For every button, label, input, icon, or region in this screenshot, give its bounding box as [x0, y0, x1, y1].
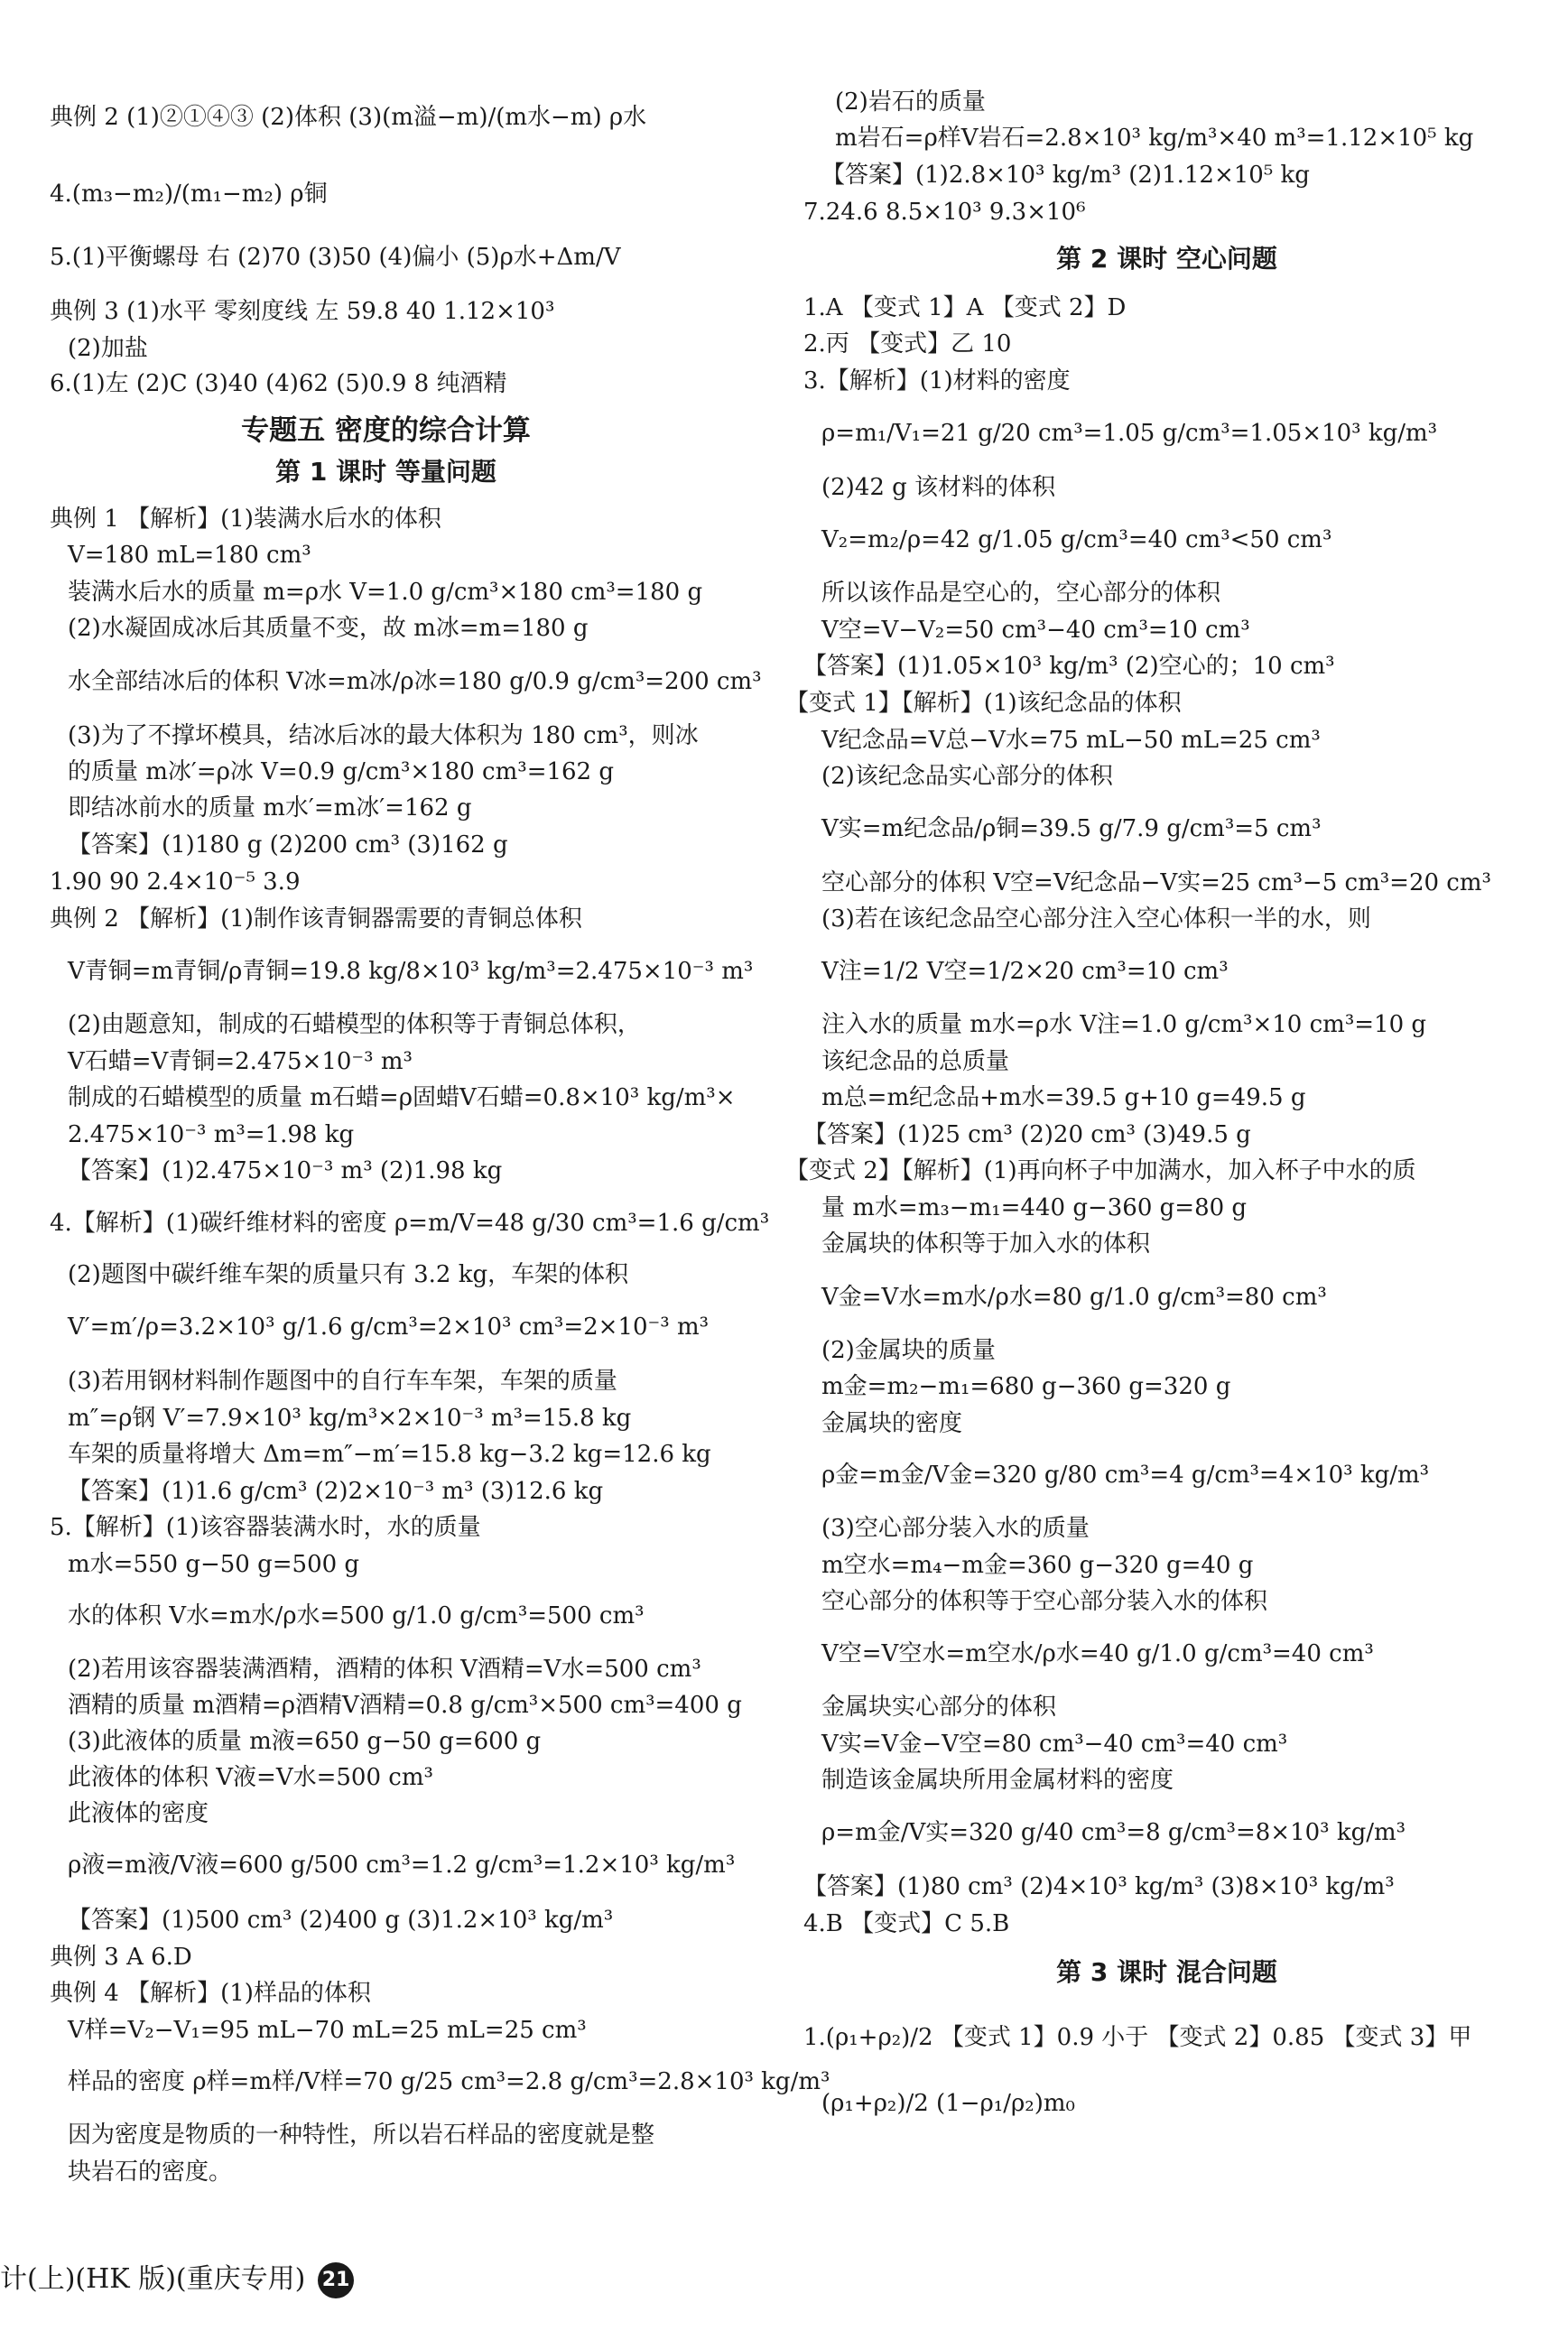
left-line-31: 【答案】(1)1.6 g/cm³ (2)2×10⁻³ m³ (3)12.6 kg — [68, 1478, 604, 1505]
left-line-18: 典例 2 【解析】(1)制作该青铜器需要的青铜总体积 — [50, 905, 582, 933]
right-line-21: 注入水的质量 m水=ρ水 V注=1.0 g/cm³×10 cm³=10 g — [821, 1011, 1427, 1038]
right-line-27: 金属块的体积等于加入水的体积 — [821, 1230, 1151, 1258]
left-line-38: 此液体的体积 V液=V水=500 cm³ — [68, 1764, 433, 1791]
right-line-11: 所以该作品是空心的，空心部分的体积 — [821, 580, 1221, 607]
left-line-28: (3)若用钢材料制作题图中的自行车车架，车架的质量 — [68, 1368, 617, 1395]
left-line-22: 制成的石蜡模型的质量 m石蜡=ρ固蜡V石蜡=0.8×10³ kg/m³× — [68, 1084, 736, 1111]
right-line-12: V空=V−V₂=50 cm³−40 cm³=10 cm³ — [821, 617, 1250, 644]
left-line-30: 车架的质量将增大 Δm=m″−m′=15.8 kg−3.2 kg=12.6 kg — [68, 1441, 711, 1468]
left-line-8: 典例 1 【解析】(1)装满水后水的体积 — [50, 506, 441, 533]
left-line-7: 第 1 课时 等量问题 — [275, 457, 496, 487]
right-line-41: 【答案】(1)80 cm³ (2)4×10³ kg/m³ (3)8×10³ kg/m³ — [803, 1873, 1395, 1900]
left-line-17: 1.90 90 2.4×10⁻⁵ 3.9 — [50, 868, 301, 896]
right-line-38: V实=V金−V空=80 cm³−40 cm³=40 cm³ — [821, 1731, 1288, 1758]
right-line-23: m总=m纪念品+m水=39.5 g+10 g=49.5 g — [821, 1084, 1306, 1111]
left-line-21: V石蜡=V青铜=2.475×10⁻³ m³ — [68, 1048, 413, 1075]
left-line-24: 【答案】(1)2.475×10⁻³ m³ (2)1.98 kg — [68, 1157, 503, 1184]
right-line-25: 【变式 2】【解析】(1)再向杯子中加满水，加入杯子中水的质 — [785, 1157, 1416, 1184]
left-line-3: 典例 3 (1)水平 零刻度线 左 59.8 40 1.12×10³ — [50, 298, 555, 325]
left-line-11: (2)水凝固成冰后其质量不变，故 m冰=m=180 g — [68, 615, 589, 642]
right-line-31: 金属块的密度 — [821, 1410, 963, 1437]
right-line-0: (2)岩石的质量 — [835, 88, 986, 116]
left-line-10: 装满水后水的质量 m=ρ水 V=1.0 g/cm³×180 cm³=180 g — [68, 579, 703, 606]
right-line-20: V注=1/2 V空=1/2×20 cm³=10 cm³ — [821, 958, 1229, 985]
right-line-15: V纪念品=V总−V水=75 mL−50 mL=25 cm³ — [821, 727, 1321, 754]
right-line-6: 2.丙 【变式】乙 10 — [803, 330, 1012, 357]
right-line-42: 4.B 【变式】C 5.B — [803, 1910, 1010, 1937]
right-line-44: 1.(ρ₁+ρ₂)/2 【变式 1】0.9 小于 【变式 2】0.85 【变式 3】甲 — [803, 2024, 1472, 2051]
book-footer: 计(上)(HK 版)(重庆专用) — [0, 2263, 306, 2295]
right-line-43: 第 3 课时 混合问题 — [1056, 1957, 1277, 1987]
left-line-27: V′=m′/ρ=3.2×10³ g/1.6 g/cm³=2×10³ cm³=2×10⁻³ m³ — [68, 1314, 710, 1341]
left-line-9: V=180 mL=180 cm³ — [68, 542, 311, 569]
left-line-36: 酒精的质量 m酒精=ρ酒精V酒精=0.8 g/cm³×500 cm³=400 g — [68, 1692, 742, 1719]
left-line-12: 水全部结冰后的体积 V冰=m冰/ρ冰=180 g/0.9 g/cm³=200 cm³ — [68, 668, 762, 695]
left-line-25: 4.【解析】(1)碳纤维材料的密度 ρ=m/V=48 g/30 cm³=1.6 g/cm³ — [50, 1210, 770, 1237]
right-line-32: ρ金=m金/V金=320 g/80 cm³=4 g/cm³=4×10³ kg/m³ — [821, 1462, 1430, 1489]
left-line-14: 的质量 m冰′=ρ冰 V=0.9 g/cm³×180 cm³=162 g — [68, 758, 615, 785]
left-line-34: 水的体积 V水=m水/ρ水=500 g/1.0 g/cm³=500 cm³ — [68, 1602, 645, 1629]
right-line-36: V空=V空水=m空水/ρ水=40 g/1.0 g/cm³=40 cm³ — [821, 1640, 1374, 1667]
right-line-1: m岩石=ρ样V岩石=2.8×10³ kg/m³×40 m³=1.12×10⁵ kg — [835, 125, 1474, 152]
right-line-17: V实=m纪念品/ρ铜=39.5 g/7.9 g/cm³=5 cm³ — [821, 815, 1322, 842]
page-number: 21 — [318, 2262, 354, 2298]
left-line-6: 专题五 密度的综合计算 — [241, 414, 531, 447]
left-line-13: (3)为了不撑坏模具，结冰后冰的最大体积为 180 cm³，则冰 — [68, 722, 699, 749]
left-line-29: m″=ρ钢 V′=7.9×10³ kg/m³×2×10⁻³ m³=15.8 kg — [68, 1405, 632, 1432]
right-line-4: 第 2 课时 空心问题 — [1056, 244, 1277, 274]
right-line-14: 【变式 1】【解析】(1)该纪念品的体积 — [785, 690, 1182, 717]
right-line-24: 【答案】(1)25 cm³ (2)20 cm³ (3)49.5 g — [803, 1121, 1251, 1148]
left-line-46: 因为密度是物质的一种特性，所以岩石样品的密度就是整 — [68, 2122, 655, 2149]
left-line-2: 5.(1)平衡螺母 右 (2)70 (3)50 (4)偏小 (5)ρ水+Δm/V — [50, 244, 621, 271]
left-line-35: (2)若用该容器装满酒精，酒精的体积 V酒精=V水=500 cm³ — [68, 1656, 701, 1683]
right-line-8: ρ=m₁/V₁=21 g/20 cm³=1.05 g/cm³=1.05×10³ kg/m³ — [821, 420, 1438, 447]
left-line-43: 典例 4 【解析】(1)样品的体积 — [50, 1980, 371, 2007]
left-line-15: 即结冰前水的质量 m水′=m冰′=162 g — [68, 794, 472, 822]
left-line-1: 4.(m₃−m₂)/(m₁−m₂) ρ铜 — [50, 181, 328, 208]
right-line-29: (2)金属块的质量 — [821, 1337, 996, 1364]
right-line-39: 制造该金属块所用金属材料的密度 — [821, 1767, 1174, 1794]
right-line-18: 空心部分的体积 V空=V纪念品−V实=25 cm³−5 cm³=20 cm³ — [821, 869, 1491, 896]
right-line-26: 量 m水=m₃−m₁=440 g−360 g=80 g — [821, 1194, 1248, 1221]
right-line-10: V₂=m₂/ρ=42 g/1.05 g/cm³=40 cm³<50 cm³ — [821, 526, 1332, 553]
right-line-35: 空心部分的体积等于空心部分装入水的体积 — [821, 1588, 1268, 1615]
left-line-32: 5.【解析】(1)该容器装满水时，水的质量 — [50, 1514, 481, 1541]
left-line-41: 【答案】(1)500 cm³ (2)400 g (3)1.2×10³ kg/m³ — [68, 1907, 614, 1934]
right-line-33: (3)空心部分装入水的质量 — [821, 1515, 1090, 1542]
left-line-26: (2)题图中碳纤维车架的质量只有 3.2 kg，车架的体积 — [68, 1261, 629, 1288]
right-line-3: 7.24.6 8.5×10³ 9.3×10⁶ — [803, 199, 1086, 226]
right-line-2: 【答案】(1)2.8×10³ kg/m³ (2)1.12×10⁵ kg — [821, 162, 1310, 189]
left-line-5: 6.(1)左 (2)C (3)40 (4)62 (5)0.9 8 纯酒精 — [50, 370, 507, 397]
left-line-19: V青铜=m青铜/ρ青铜=19.8 kg/8×10³ kg/m³=2.475×10⁻³ m³ — [68, 958, 754, 985]
left-line-42: 典例 3 A 6.D — [50, 1944, 192, 1971]
right-line-9: (2)42 g 该材料的体积 — [821, 474, 1056, 501]
right-line-45: (ρ₁+ρ₂)/2 (1−ρ₁/ρ₂)m₀ — [821, 2090, 1075, 2117]
left-line-16: 【答案】(1)180 g (2)200 cm³ (3)162 g — [68, 831, 508, 859]
left-line-47: 块岩石的密度。 — [68, 2159, 233, 2186]
left-line-40: ρ液=m液/V液=600 g/500 cm³=1.2 g/cm³=1.2×10³ kg/m³ — [68, 1852, 736, 1879]
right-line-28: V金=V水=m水/ρ水=80 g/1.0 g/cm³=80 cm³ — [821, 1284, 1327, 1311]
left-line-0: 典例 2 (1)②①④③ (2)体积 (3)(m溢−m)/(m水−m) ρ水 — [50, 104, 647, 131]
left-line-45: 样品的密度 ρ样=m样/V样=70 g/25 cm³=2.8 g/cm³=2.8×10³ kg/m³ — [68, 2068, 830, 2095]
right-line-22: 该纪念品的总质量 — [821, 1048, 1010, 1075]
right-line-30: m金=m₂−m₁=680 g−360 g=320 g — [821, 1373, 1231, 1400]
right-line-7: 3.【解析】(1)材料的密度 — [803, 367, 1071, 395]
right-line-13: 【答案】(1)1.05×10³ kg/m³ (2)空心的；10 cm³ — [803, 653, 1335, 680]
left-line-39: 此液体的密度 — [68, 1800, 209, 1827]
left-line-33: m水=550 g−50 g=500 g — [68, 1551, 360, 1578]
right-line-34: m空水=m₄−m金=360 g−320 g=40 g — [821, 1552, 1254, 1579]
right-line-19: (3)若在该纪念品空心部分注入空心体积一半的水，则 — [821, 905, 1371, 933]
left-line-44: V样=V₂−V₁=95 mL−70 mL=25 mL=25 cm³ — [68, 2017, 587, 2044]
left-line-23: 2.475×10⁻³ m³=1.98 kg — [68, 1121, 355, 1148]
right-line-5: 1.A 【变式 1】A 【变式 2】D — [803, 294, 1127, 321]
left-line-37: (3)此液体的质量 m液=650 g−50 g=600 g — [68, 1728, 542, 1755]
right-line-37: 金属块实心部分的体积 — [821, 1694, 1057, 1721]
right-line-16: (2)该纪念品实心部分的体积 — [821, 763, 1113, 790]
left-line-20: (2)由题意知，制成的石蜡模型的体积等于青铜总体积， — [68, 1011, 641, 1038]
right-line-40: ρ=m金/V实=320 g/40 cm³=8 g/cm³=8×10³ kg/m³ — [821, 1819, 1406, 1846]
left-line-4: (2)加盐 — [68, 335, 148, 362]
